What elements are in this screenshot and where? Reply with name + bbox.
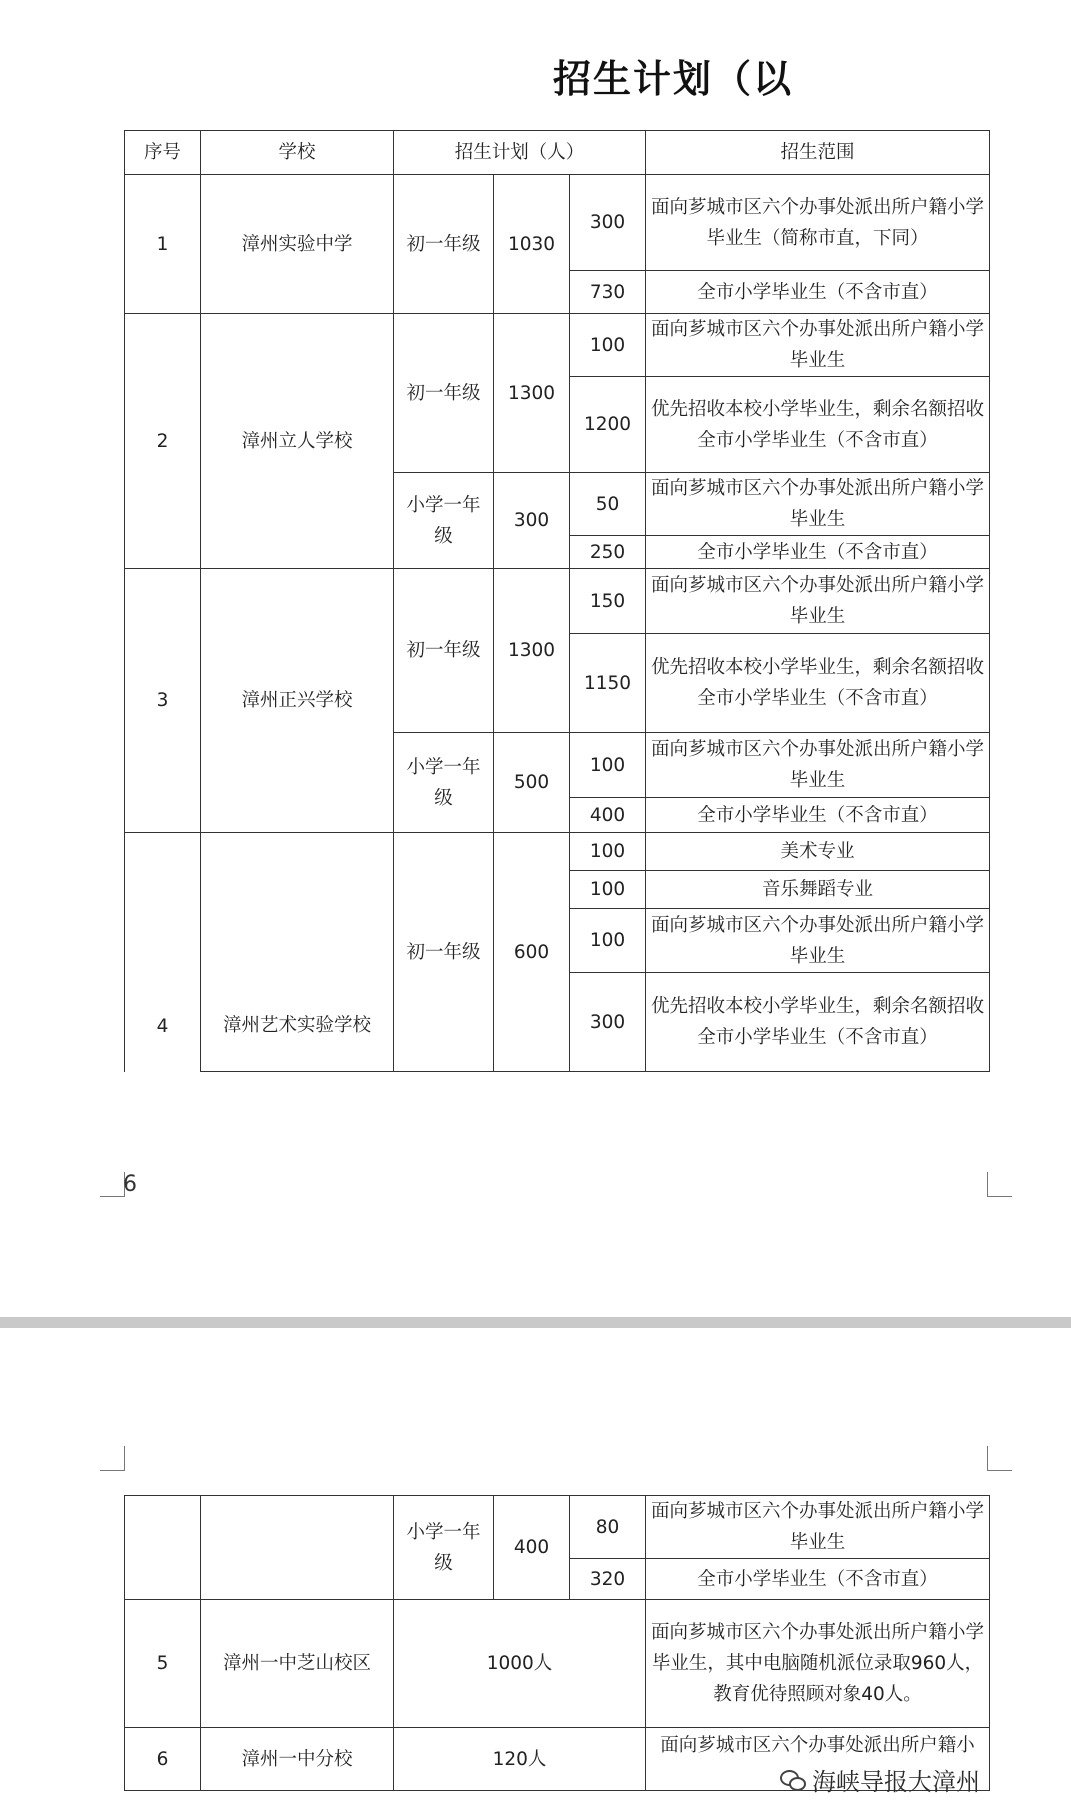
school-cell: 漳州实验中学: [201, 175, 394, 314]
total-cell: 600: [494, 833, 570, 1072]
enrollment-plan-table: [124, 130, 990, 1072]
quota-cell: 100: [570, 871, 646, 909]
quota-cell: 100: [570, 314, 646, 377]
grade-cell: 小学一年级: [394, 1496, 494, 1600]
table-row: [125, 314, 990, 377]
quota-cell: 300: [570, 973, 646, 1072]
scope-cell: 全市小学毕业生（不含市直）: [646, 536, 990, 569]
quota-cell: 320: [570, 1559, 646, 1600]
header-plan: 招生计划（人）: [394, 131, 646, 175]
enrollment-plan-table-continued: [124, 1495, 990, 1791]
quota-cell: 100: [570, 909, 646, 973]
wechat-icon: [780, 1770, 806, 1790]
table-row: [125, 1600, 990, 1728]
page-corner-mark: [100, 1172, 125, 1197]
seq-cell: 5: [125, 1600, 201, 1728]
scope-cell: 优先招收本校小学毕业生，剩余名额招收全市小学毕业生（不含市直）: [646, 377, 990, 473]
scope-cell: 优先招收本校小学毕业生，剩余名额招收全市小学毕业生（不含市直）: [646, 973, 990, 1072]
seq-cell: 3: [125, 569, 201, 833]
quota-cell: 1200: [570, 377, 646, 473]
quota-cell: 250: [570, 536, 646, 569]
quota-cell: 730: [570, 271, 646, 314]
quota-cell: 100: [570, 833, 646, 871]
school-cell: 漳州一中分校: [201, 1728, 394, 1791]
school-cell: 漳州艺术实验学校: [201, 833, 394, 1072]
school-cell-continued: [201, 1496, 394, 1600]
page-corner-mark: [100, 1446, 125, 1471]
watermark: [780, 1762, 980, 1797]
scope-cell: 美术专业: [646, 833, 990, 871]
total-cell: 400: [494, 1496, 570, 1600]
page-title: 招生计划（以: [553, 56, 794, 101]
scope-cell: 面向芗城市区六个办事处派出所户籍小学毕业生: [646, 909, 990, 973]
scope-cell: 面向芗城市区六个办事处派出所户籍小学毕业生: [646, 1496, 990, 1559]
scope-cell: 面向芗城市区六个办事处派出所户籍小学毕业生: [646, 733, 990, 798]
page-number: 6: [123, 1172, 137, 1197]
scope-cell: 全市小学毕业生（不含市直）: [646, 1559, 990, 1600]
total-cell: 300: [494, 473, 570, 569]
page-break: [0, 1317, 1071, 1328]
school-cell: 漳州一中芝山校区: [201, 1600, 394, 1728]
total-cell: 1030: [494, 175, 570, 314]
scope-cell: 全市小学毕业生（不含市直）: [646, 271, 990, 314]
quota-cell: 1150: [570, 634, 646, 733]
scope-cell: 面向芗城市区六个办事处派出所户籍小学毕业生（简称市直，下同）: [646, 175, 990, 271]
scope-cell: 优先招收本校小学毕业生，剩余名额招收全市小学毕业生（不含市直）: [646, 634, 990, 733]
seq-cell-continued: [125, 1496, 201, 1600]
scope-cell: 面向芗城市区六个办事处派出所户籍小学毕业生: [646, 473, 990, 536]
table-row: [125, 833, 990, 871]
header-school: 学校: [201, 131, 394, 175]
grade-cell: 初一年级: [394, 833, 494, 1072]
seq-cell: 6: [125, 1728, 201, 1791]
scope-cell: 音乐舞蹈专业: [646, 871, 990, 909]
grade-cell: 小学一年级: [394, 473, 494, 569]
scope-cell: 面向芗城市区六个办事处派出所户籍小学毕业生: [646, 314, 990, 377]
seq-cell: 4: [125, 833, 201, 1072]
plan-cell: 1000人: [394, 1600, 646, 1728]
grade-cell: 初一年级: [394, 569, 494, 733]
quota-cell: 150: [570, 569, 646, 634]
page-corner-mark: [987, 1172, 1012, 1197]
quota-cell: 400: [570, 798, 646, 833]
quota-cell: 80: [570, 1496, 646, 1559]
quota-cell: 300: [570, 175, 646, 271]
school-cell: 漳州正兴学校: [201, 569, 394, 833]
quota-cell: 50: [570, 473, 646, 536]
table-header-row: [125, 131, 990, 175]
table-row: [125, 1496, 990, 1559]
seq-cell: 2: [125, 314, 201, 569]
grade-cell: 初一年级: [394, 175, 494, 314]
total-cell: 500: [494, 733, 570, 833]
scope-cell: 面向芗城市区六个办事处派出所户籍小学毕业生，其中电脑随机派位录取960人，教育优待照顾对象40人。: [646, 1600, 990, 1728]
scope-cell: 全市小学毕业生（不含市直）: [646, 798, 990, 833]
scope-cell: 面向芗城市区六个办事处派出所户籍小: [646, 1728, 990, 1791]
scope-cell: 面向芗城市区六个办事处派出所户籍小学毕业生: [646, 569, 990, 634]
total-cell: 1300: [494, 569, 570, 733]
watermark-text: 海峡导报大漳州: [812, 1768, 980, 1796]
table-row: [125, 175, 990, 271]
grade-cell: 小学一年级: [394, 733, 494, 833]
grade-cell: 初一年级: [394, 314, 494, 473]
table-row: [125, 569, 990, 634]
seq-cell: 1: [125, 175, 201, 314]
total-cell: 1300: [494, 314, 570, 473]
quota-cell: 100: [570, 733, 646, 798]
page-corner-mark: [987, 1446, 1012, 1471]
header-seq: 序号: [125, 131, 201, 175]
header-scope: 招生范围: [646, 131, 990, 175]
plan-cell: 120人: [394, 1728, 646, 1791]
school-cell: 漳州立人学校: [201, 314, 394, 569]
